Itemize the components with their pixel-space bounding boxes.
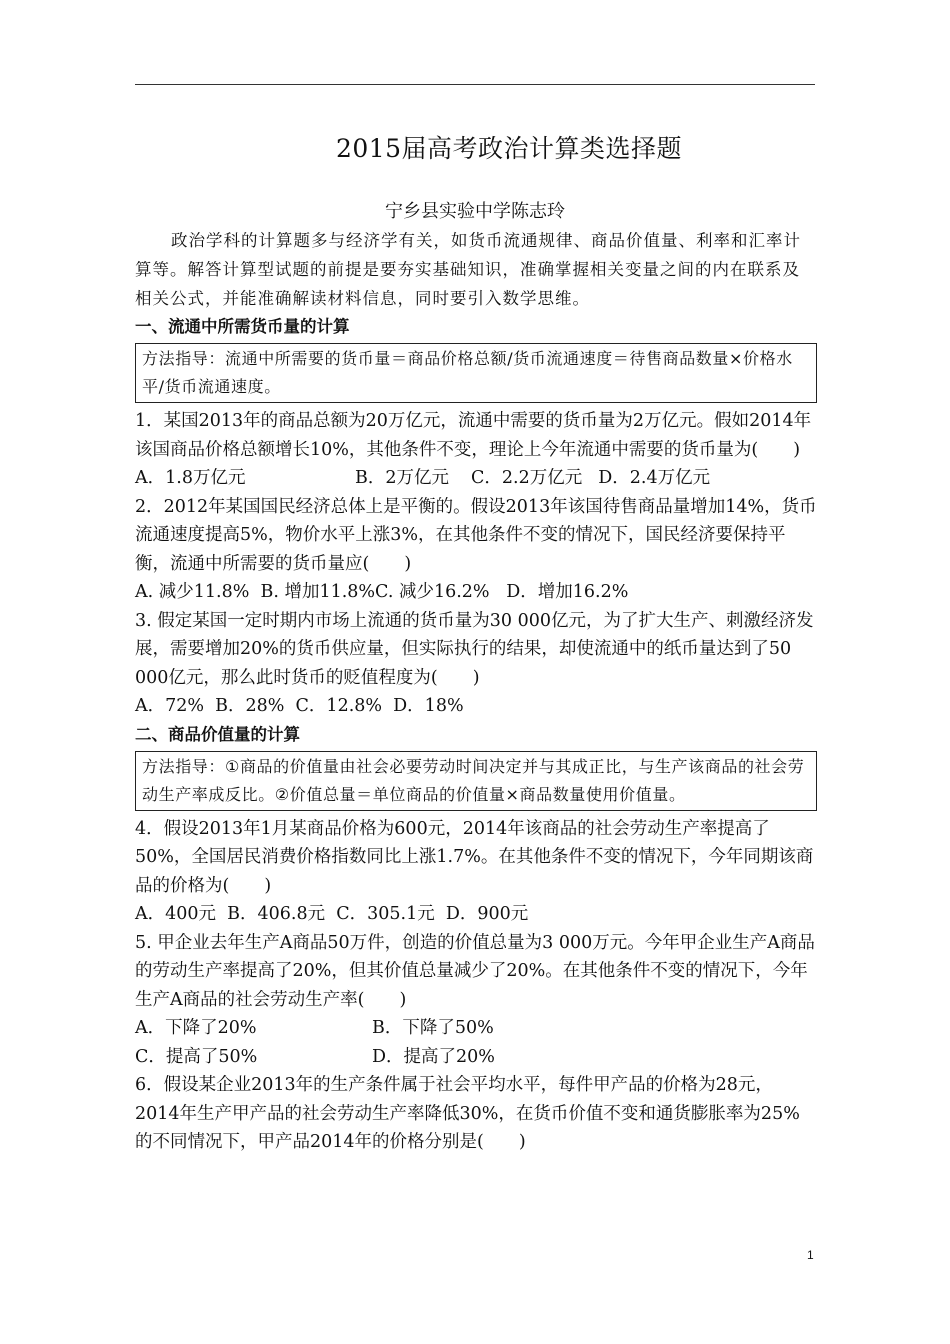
section-heading-value: 二、商品价值量的计算	[135, 724, 300, 744]
section-heading-money-supply: 一、流通中所需货币量的计算	[135, 317, 350, 336]
method-box-money-supply: 方法指导：流通中所需要的货币量＝商品价格总额/货币流通速度＝待售商品数量×价格水平/货币流通速度。	[135, 343, 817, 403]
intro-paragraph: 政治学科的计算题多与经济学有关，如货币流通规律、商品价值量、利率和汇率计算等。解答计算型试题的前提是要夯实基础知识，准确掌握相关变量之间的内在联系及相关公式，并能准确解读材料信息，同时要引入数学思维。	[135, 231, 801, 308]
question-6: 6．假设某企业2013年的生产条件属于社会平均水平，每件甲产品的价格为28元，2014年生产甲产品的社会劳动生产率降低30%，在货币价值不变和通货膨胀率为25%的不同情况下，甲产品2014年的价格分别是( )	[135, 1075, 800, 1152]
page-title: 2015届高考政治计算类选择题	[335, 134, 683, 163]
option-a: A．1.8万亿元	[135, 468, 246, 488]
question-4: 4．假设2013年1月某商品价格为600元，2014年该商品的社会劳动生产率提高了50%，全国居民消费价格指数同比上涨1.7%。在其他条件不变的情况下，今年同期该商品的价格为( )	[135, 818, 814, 896]
question-2: 2．2012年某国国民经济总体上是平衡的。假设2013年该国待售商品量增加14%，货币流通速度提高5%，物价水平上涨3%，在其他条件不变的情况下，国民经济要保持平衡，流通中所需要的货币量应( )	[135, 496, 817, 574]
question-3-options: A．72% B．28% C．12.8% D．18%	[135, 696, 464, 716]
option-d: D．提高了20%	[372, 1046, 495, 1067]
option-c: C．提高了50%	[135, 1046, 258, 1067]
question-4-options: A．400元 B．406.8元 C．305.1元 D．900元	[135, 904, 529, 924]
option-d: D．2.4万亿元	[598, 468, 711, 488]
question-3: 3. 假定某国一定时期内市场上流通的货币量为30 000亿元，为了扩大生产、刺激经济发展，需要增加20%的货币供应量，但实际执行的结果，却使流通中的纸币量达到了50 000亿元，那么此时货币的贬值程度为( )	[135, 610, 814, 688]
author-line: 宁乡县实验中学陈志玲	[385, 201, 565, 222]
method-box-value: 方法指导：①商品的价值量由社会必要劳动时间决定并与其成正比，与生产该商品的社会劳动生产率成反比。②价值总量＝单位商品的价值量×商品数量使用价值量。	[135, 751, 817, 811]
option-b: B．2万亿元	[355, 468, 449, 488]
question-1-options	[135, 464, 817, 493]
question-5: 5. 甲企业去年生产A商品50万件，创造的价值总量为3 000万元。今年甲企业生产A商品的劳动生产率提高了20%，但其价值总量减少了20%。在其他条件不变的情况下，今年生产A商品的社会劳动生产率( )	[135, 932, 815, 1010]
question-1: 1．某国2013年的商品总额为20万亿元，流通中需要的货币量为2万亿元。假如2014年该国商品价格总额增长10%，其他条件不变，理论上今年流通中需要的货币量为( )	[135, 411, 812, 460]
option-b: B．下降了50%	[372, 1018, 494, 1038]
page-number: 1	[807, 1248, 814, 1262]
question-2-options: A. 减少11.8% B. 增加11.8%C. 减少16.2% D．增加16.2%	[135, 582, 629, 602]
header-rule	[135, 84, 815, 85]
option-a: A．下降了20%	[135, 1018, 257, 1038]
document-body	[135, 226, 817, 1157]
option-c: C．2.2万亿元	[471, 468, 583, 488]
question-5-options	[135, 1014, 817, 1071]
